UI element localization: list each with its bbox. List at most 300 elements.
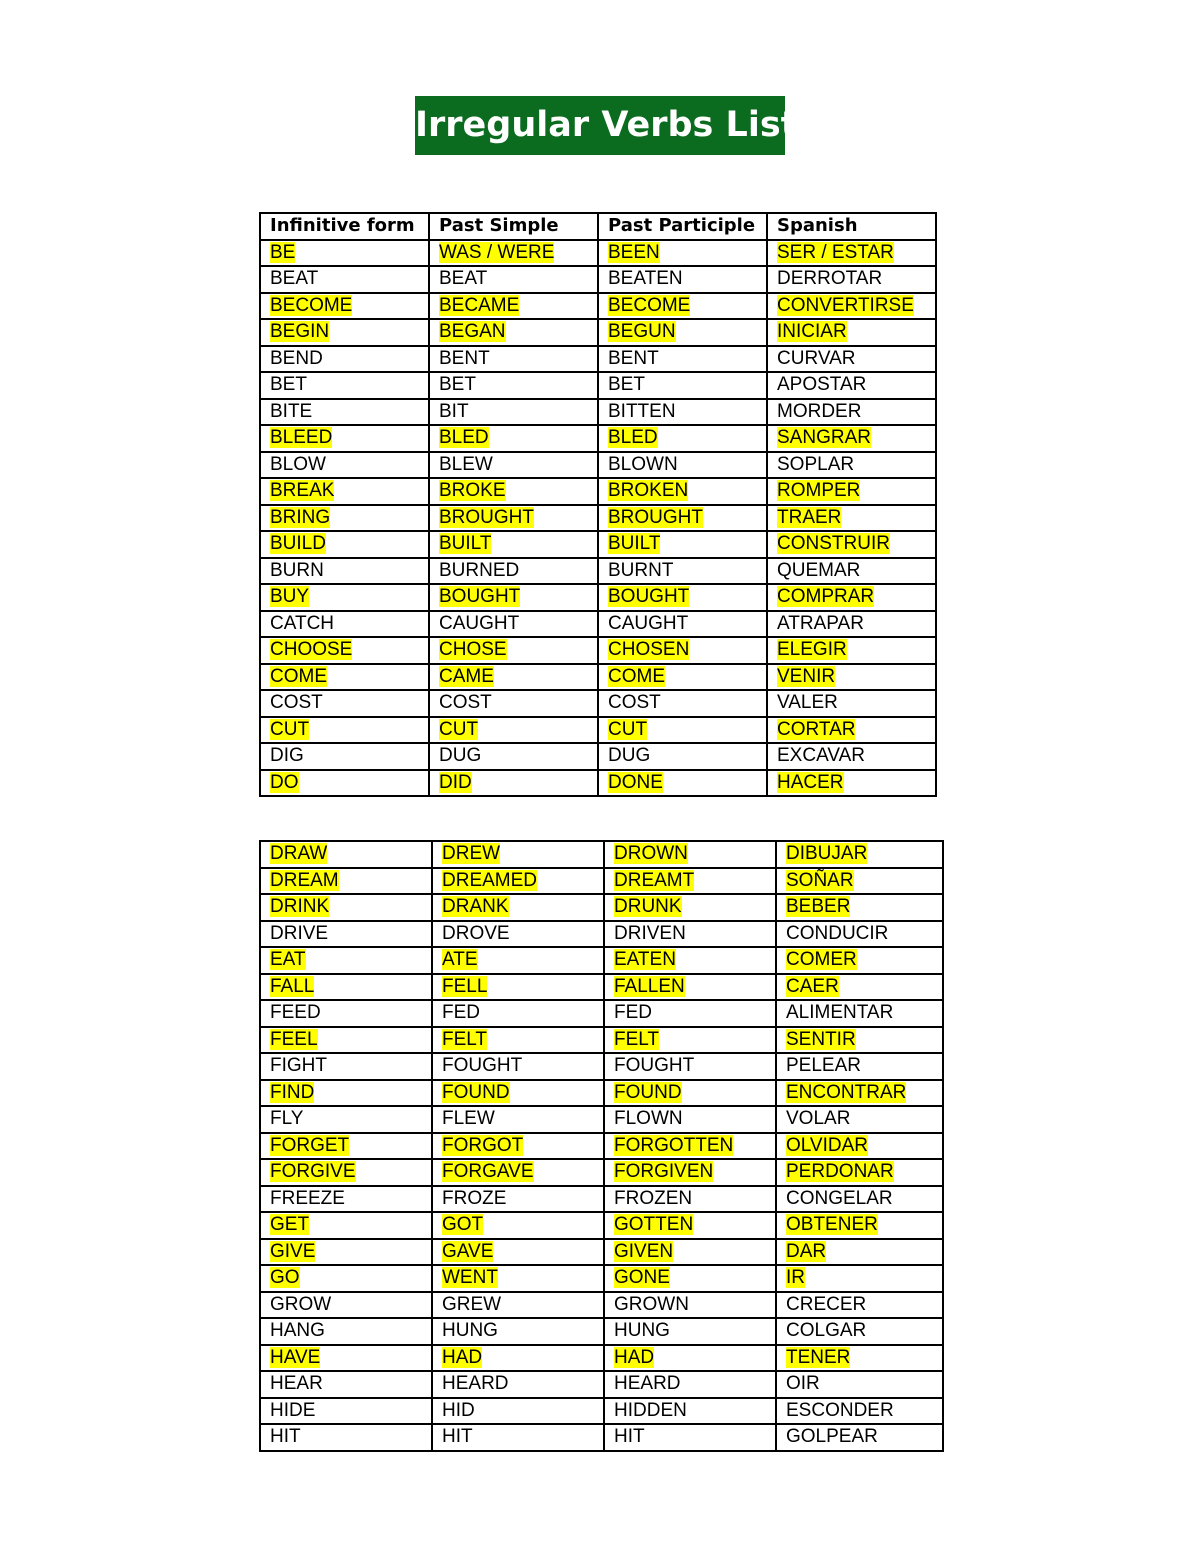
cell-text: CONVERTIRSE [777, 294, 914, 316]
cell-text: OBTENER [786, 1214, 878, 1236]
verb-row [260, 974, 943, 1001]
cell-text: FED [614, 1002, 652, 1024]
cell-text: HID [442, 1399, 475, 1421]
spanish-cell [776, 1027, 943, 1054]
cell-text: FROZE [442, 1187, 507, 1209]
past-simple-cell [432, 868, 604, 895]
cell-text: CRECER [786, 1293, 867, 1315]
cell-text: CAUGHT [439, 612, 520, 634]
spanish-cell [776, 1106, 943, 1133]
cell-text: HIT [270, 1426, 301, 1448]
verb-row [260, 1106, 943, 1133]
cell-text: FROZEN [614, 1187, 693, 1209]
cell-text: BEBER [786, 896, 851, 918]
cell-text: BE [270, 241, 296, 263]
spanish-cell [776, 1159, 943, 1186]
past-simple-cell [432, 1345, 604, 1372]
past-participle-cell [598, 611, 767, 638]
cell-text: FOUGHT [442, 1055, 523, 1077]
verb-row [260, 947, 943, 974]
cell-text: DAR [786, 1240, 827, 1262]
past-participle-cell [604, 1424, 776, 1451]
verb-row [260, 584, 936, 611]
verb-row [260, 1292, 943, 1319]
verb-row [260, 372, 936, 399]
spanish-cell [767, 637, 936, 664]
cell-text: BEGAN [439, 321, 506, 343]
spanish-cell [776, 1371, 943, 1398]
spanish-cell [767, 372, 936, 399]
spanish-cell [776, 1080, 943, 1107]
past-simple-cell [429, 240, 598, 267]
spanish-cell [776, 1186, 943, 1213]
past-simple-cell [429, 372, 598, 399]
cell-text: CUT [608, 718, 648, 740]
cell-text: FED [442, 1002, 480, 1024]
infinitive-cell [260, 974, 432, 1001]
infinitive-cell [260, 1000, 432, 1027]
cell-text: ENCONTRAR [786, 1081, 907, 1103]
cell-text: FELT [442, 1028, 488, 1050]
verb-row [260, 505, 936, 532]
past-simple-cell [429, 266, 598, 293]
spanish-cell [767, 346, 936, 373]
spanish-cell [767, 505, 936, 532]
verb-row [260, 770, 936, 797]
cell-text: CONSTRUIR [777, 533, 890, 555]
verb-row [260, 1133, 943, 1160]
past-participle-cell [604, 868, 776, 895]
past-participle-cell [604, 1080, 776, 1107]
past-simple-cell [432, 921, 604, 948]
spanish-cell [767, 478, 936, 505]
past-simple-cell [432, 1292, 604, 1319]
verbs-table-part-1 [259, 212, 937, 797]
cell-text: DREAM [270, 869, 339, 891]
cell-text: IR [786, 1267, 805, 1289]
cell-text: CAUGHT [608, 612, 689, 634]
cell-text: BUILT [608, 533, 661, 555]
spanish-cell [767, 690, 936, 717]
table-header-row [260, 213, 936, 240]
past-simple-cell [429, 399, 598, 426]
cell-text: BROUGHT [439, 506, 534, 528]
cell-text: FOUGHT [614, 1055, 695, 1077]
cell-text: SOÑAR [786, 869, 854, 891]
cell-text: BURN [270, 559, 324, 581]
infinitive-cell [260, 1053, 432, 1080]
spanish-cell [767, 319, 936, 346]
verb-row [260, 399, 936, 426]
cell-text: BRING [270, 506, 331, 528]
cell-text: DRAW [270, 843, 328, 865]
verb-row [260, 452, 936, 479]
verb-row [260, 894, 943, 921]
cell-text: BEGIN [270, 321, 330, 343]
cell-text: FEED [270, 1002, 321, 1024]
cell-text: HIDDEN [614, 1399, 687, 1421]
cell-text: HEARD [442, 1373, 509, 1395]
cell-text: BROKEN [608, 480, 689, 502]
cell-text: DIBUJAR [786, 843, 868, 865]
cell-text: BLED [439, 427, 489, 449]
past-participle-cell [598, 717, 767, 744]
spanish-cell [776, 1424, 943, 1451]
verb-row [260, 611, 936, 638]
past-participle-cell [604, 1133, 776, 1160]
past-participle-cell [604, 1371, 776, 1398]
past-simple-cell [432, 1398, 604, 1425]
verb-row [260, 664, 936, 691]
infinitive-cell [260, 947, 432, 974]
past-participle-cell [598, 743, 767, 770]
cell-text: GOTTEN [614, 1214, 694, 1236]
infinitive-cell [260, 372, 429, 399]
spanish-cell [767, 531, 936, 558]
past-simple-cell [429, 425, 598, 452]
cell-text: GIVEN [614, 1240, 674, 1262]
cell-text: COLGAR [786, 1320, 867, 1342]
cell-text: BURNED [439, 559, 520, 581]
past-simple-cell [429, 770, 598, 797]
infinitive-cell [260, 1345, 432, 1372]
cell-text: COMER [786, 949, 857, 971]
past-simple-cell [429, 531, 598, 558]
cell-text: CATCH [270, 612, 335, 634]
past-participle-cell [598, 637, 767, 664]
spanish-cell [776, 868, 943, 895]
spanish-cell [776, 1239, 943, 1266]
past-participle-cell [604, 1239, 776, 1266]
cell-text: DRANK [442, 896, 509, 918]
cell-text: DONE [608, 771, 663, 793]
cell-text: OLVIDAR [786, 1134, 869, 1156]
past-participle-cell [604, 947, 776, 974]
cell-text: FORGIVE [270, 1161, 356, 1183]
past-simple-cell [432, 1000, 604, 1027]
cell-text: HAVE [270, 1346, 321, 1368]
past-participle-cell [604, 1265, 776, 1292]
cell-text: DREW [442, 843, 501, 865]
cell-text: BLOWN [608, 453, 678, 475]
past-simple-cell [429, 611, 598, 638]
cell-text: ESCONDER [786, 1399, 894, 1421]
spanish-cell [767, 611, 936, 638]
verb-row [260, 478, 936, 505]
cell-text: HUNG [614, 1320, 670, 1342]
past-simple-cell [429, 505, 598, 532]
cell-text: BLEW [439, 453, 493, 475]
cell-text: ATRAPAR [777, 612, 864, 634]
past-participle-cell [598, 690, 767, 717]
spanish-cell [776, 894, 943, 921]
cell-text: DO [270, 771, 299, 793]
infinitive-cell [260, 319, 429, 346]
cell-text: ROMPER [777, 480, 861, 502]
past-simple-cell [429, 717, 598, 744]
past-participle-cell [598, 266, 767, 293]
past-simple-cell [429, 743, 598, 770]
past-participle-cell [598, 664, 767, 691]
cell-text: COST [270, 692, 323, 714]
infinitive-cell [260, 1398, 432, 1425]
cell-text: FORGOTTEN [614, 1134, 734, 1156]
cell-text: HUNG [442, 1320, 498, 1342]
verb-row [260, 637, 936, 664]
cell-text: DREAMT [614, 869, 695, 891]
cell-text: BEND [270, 347, 323, 369]
cell-text: EATEN [614, 949, 676, 971]
infinitive-cell [260, 1292, 432, 1319]
past-participle-cell [604, 1292, 776, 1319]
past-simple-cell [432, 1265, 604, 1292]
cell-text: CUT [270, 718, 310, 740]
verb-row [260, 319, 936, 346]
cell-text: BEAT [270, 268, 319, 290]
cell-text: SENTIR [786, 1028, 856, 1050]
verb-row [260, 531, 936, 558]
past-participle-cell [604, 1106, 776, 1133]
verb-row [260, 1000, 943, 1027]
cell-text: FEEL [270, 1028, 318, 1050]
infinitive-cell [260, 1106, 432, 1133]
cell-text: FALLEN [614, 975, 685, 997]
past-simple-cell [432, 1159, 604, 1186]
cell-text: GIVE [270, 1240, 316, 1262]
spanish-cell [767, 266, 936, 293]
past-participle-cell [604, 841, 776, 868]
past-simple-cell [432, 1106, 604, 1133]
infinitive-cell [260, 478, 429, 505]
infinitive-cell [260, 531, 429, 558]
cell-text: GET [270, 1214, 310, 1236]
infinitive-cell [260, 346, 429, 373]
spanish-cell [776, 1000, 943, 1027]
infinitive-cell [260, 1239, 432, 1266]
cell-text: WENT [442, 1267, 498, 1289]
verb-row [260, 1212, 943, 1239]
past-participle-cell [598, 293, 767, 320]
past-participle-cell [604, 894, 776, 921]
infinitive-cell [260, 1318, 432, 1345]
verb-row [260, 293, 936, 320]
cell-text: FLY [270, 1108, 304, 1130]
verbs-table-body-2 [260, 841, 943, 1451]
infinitive-cell [260, 399, 429, 426]
cell-text: HACER [777, 771, 844, 793]
past-participle-cell [598, 452, 767, 479]
cell-text: BUILD [270, 533, 326, 555]
verb-row [260, 1027, 943, 1054]
past-simple-cell [429, 637, 598, 664]
infinitive-cell [260, 868, 432, 895]
cell-text: FIND [270, 1081, 315, 1103]
spanish-cell [767, 452, 936, 479]
cell-text: DRIVE [270, 922, 329, 944]
past-participle-cell [604, 1318, 776, 1345]
past-simple-cell [429, 319, 598, 346]
cell-text: QUEMAR [777, 559, 861, 581]
cell-text: BOUGHT [608, 586, 690, 608]
spanish-cell [776, 1212, 943, 1239]
cell-text: BITTEN [608, 400, 676, 422]
cell-text: BET [270, 374, 307, 396]
spanish-cell [767, 558, 936, 585]
cell-text: GROWN [614, 1293, 689, 1315]
past-participle-cell [604, 1212, 776, 1239]
cell-text: BENT [439, 347, 490, 369]
past-participle-cell [604, 1027, 776, 1054]
infinitive-cell [260, 584, 429, 611]
spanish-cell [767, 743, 936, 770]
infinitive-cell [260, 240, 429, 267]
cell-text: OIR [786, 1373, 820, 1395]
cell-text: PELEAR [786, 1055, 861, 1077]
infinitive-cell [260, 452, 429, 479]
infinitive-cell [260, 611, 429, 638]
past-participle-cell [598, 505, 767, 532]
infinitive-cell [260, 1159, 432, 1186]
infinitive-cell [260, 894, 432, 921]
infinitive-cell [260, 1265, 432, 1292]
cell-text: DID [439, 771, 472, 793]
cell-text: BUY [270, 586, 310, 608]
past-participle-cell [604, 921, 776, 948]
spanish-cell [776, 1133, 943, 1160]
past-simple-cell [432, 1080, 604, 1107]
past-participle-cell [598, 319, 767, 346]
infinitive-cell [260, 558, 429, 585]
cell-text: FORGIVEN [614, 1161, 714, 1183]
cell-text: DUG [439, 745, 482, 767]
past-participle-cell [598, 240, 767, 267]
cell-text: FLOWN [614, 1108, 683, 1130]
verb-row [260, 1398, 943, 1425]
cell-text: DIG [270, 745, 304, 767]
past-simple-cell [432, 1318, 604, 1345]
cell-text: INICIAR [777, 321, 847, 343]
spanish-cell [776, 1292, 943, 1319]
cell-text: BECOME [608, 294, 691, 316]
infinitive-cell [260, 921, 432, 948]
infinitive-cell [260, 1371, 432, 1398]
cell-text: FORGAVE [442, 1161, 534, 1183]
past-simple-cell [432, 1186, 604, 1213]
cell-text: SANGRAR [777, 427, 871, 449]
spanish-cell [776, 841, 943, 868]
cell-text: GAVE [442, 1240, 494, 1262]
cell-text: GOT [442, 1214, 484, 1236]
verbs-table-body-1 [260, 240, 936, 797]
infinitive-cell [260, 293, 429, 320]
infinitive-cell [260, 1186, 432, 1213]
verb-row [260, 1186, 943, 1213]
infinitive-cell [260, 505, 429, 532]
cell-text: BREAK [270, 480, 335, 502]
cell-text: BET [608, 374, 645, 396]
cell-text: COME [608, 665, 665, 687]
cell-text: DROWN [614, 843, 688, 865]
infinitive-cell [260, 770, 429, 797]
infinitive-cell [260, 1424, 432, 1451]
verb-row [260, 690, 936, 717]
verb-row [260, 425, 936, 452]
past-simple-cell [432, 1239, 604, 1266]
cell-text: TRAER [777, 506, 842, 528]
cell-text: BEAT [439, 268, 488, 290]
verb-row [260, 868, 943, 895]
spanish-cell [767, 770, 936, 797]
header-past-simple: Past Simple [429, 213, 598, 240]
spanish-cell [767, 240, 936, 267]
verb-row [260, 1080, 943, 1107]
verb-row [260, 558, 936, 585]
cell-text: COMPRAR [777, 586, 875, 608]
cell-text: CONGELAR [786, 1187, 893, 1209]
cell-text: FOUND [614, 1081, 682, 1103]
cell-text: MORDER [777, 400, 862, 422]
cell-text: FORGET [270, 1134, 350, 1156]
verb-row [260, 240, 936, 267]
cell-text: SOPLAR [777, 453, 855, 475]
cell-text: BEGUN [608, 321, 676, 343]
cell-text: CHOSE [439, 639, 507, 661]
past-participle-cell [604, 1053, 776, 1080]
cell-text: COST [608, 692, 661, 714]
cell-text: CORTAR [777, 718, 856, 740]
cell-text: ELEGIR [777, 639, 847, 661]
cell-text: COST [439, 692, 492, 714]
cell-text: FIGHT [270, 1055, 327, 1077]
cell-text: BLED [608, 427, 658, 449]
past-participle-cell [604, 1159, 776, 1186]
spanish-cell [767, 664, 936, 691]
past-simple-cell [432, 974, 604, 1001]
spanish-cell [776, 974, 943, 1001]
past-participle-cell [598, 531, 767, 558]
past-participle-cell [598, 558, 767, 585]
past-participle-cell [604, 1186, 776, 1213]
cell-text: FORGOT [442, 1134, 524, 1156]
cell-text: BECAME [439, 294, 520, 316]
cell-text: HEARD [614, 1373, 681, 1395]
past-participle-cell [598, 478, 767, 505]
header-infinitive: Infinitive form [260, 213, 429, 240]
spanish-cell [776, 1345, 943, 1372]
verb-row [260, 921, 943, 948]
cell-text: BEATEN [608, 268, 683, 290]
cell-text: EAT [270, 949, 306, 971]
infinitive-cell [260, 637, 429, 664]
infinitive-cell [260, 425, 429, 452]
verb-row [260, 1265, 943, 1292]
cell-text: DRUNK [614, 896, 682, 918]
cell-text: CONDUCIR [786, 922, 889, 944]
cell-text: BET [439, 374, 476, 396]
cell-text: CAME [439, 665, 494, 687]
cell-text: DROVE [442, 922, 510, 944]
past-simple-cell [432, 1027, 604, 1054]
past-simple-cell [429, 346, 598, 373]
past-simple-cell [432, 894, 604, 921]
verb-row [260, 841, 943, 868]
cell-text: HIT [442, 1426, 473, 1448]
cell-text: CURVAR [777, 347, 856, 369]
cell-text: WAS / WERE [439, 241, 555, 263]
verb-row [260, 266, 936, 293]
spanish-cell [767, 425, 936, 452]
cell-text: BROKE [439, 480, 506, 502]
